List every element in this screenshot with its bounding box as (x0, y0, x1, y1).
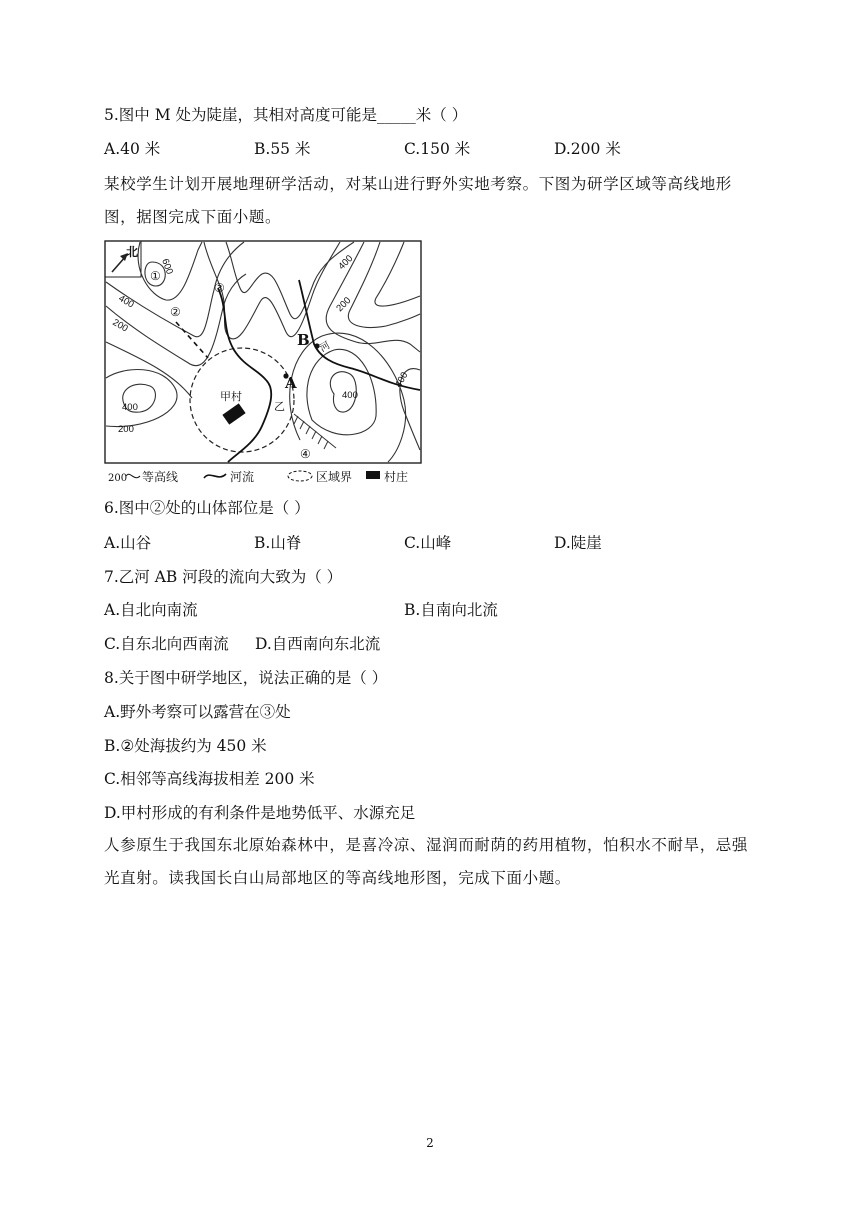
river-name-label: 乙 (274, 400, 285, 413)
q6-option-a: A.山谷 (104, 534, 152, 552)
legend-region-icon (288, 471, 312, 481)
q5-option-d: D.200 米 (554, 140, 621, 158)
river-main (218, 288, 271, 462)
contour-label-400-west: 400 (116, 293, 136, 311)
legend-village-text: 村庄 (384, 470, 409, 484)
point-4-label: ④ (300, 447, 311, 461)
marker-b-label: B (297, 331, 310, 349)
legend-contour-sample: 200 (108, 473, 128, 484)
q7-option-a: A.自北向南流 (104, 601, 198, 619)
q7-option-c: C.自东北向西南流 (104, 635, 229, 653)
q8-stem: 8.关于图中研学地区，说法正确的是（ ） (104, 669, 388, 687)
village-label: 甲村 (220, 390, 242, 403)
q5-option-b: B.55 米 (254, 140, 311, 158)
map-legend (108, 469, 408, 484)
q6-option-d: D.陡崖 (554, 534, 602, 552)
q7-stem: 7.乙河 AB 河段的流向大致为（ ） (104, 568, 343, 586)
contour-label-600: 600 (159, 257, 175, 276)
legend-region-text: 区域界 (316, 470, 353, 484)
contour-label-400-ne: 400 (336, 253, 356, 273)
q6-stem: 6.图中②处的山体部位是（ ） (104, 499, 310, 517)
q5-option-c: C.150 米 (404, 140, 471, 158)
page-number: 2 (426, 1136, 434, 1150)
contour-map-figure (104, 240, 422, 485)
q8-option-d: D.甲村形成的有利条件是地势低平、水源充足 (104, 804, 416, 822)
marker-a-label: A (285, 374, 297, 392)
intro-paragraph-2: 人参原生于我国东北原始森林中，是喜冷凉、湿润而耐荫的药用植物，怕积水不耐旱，忌强光直射。读我国长白山局部地区的等高线地形图，完成下面小题。 (104, 836, 749, 887)
contour-label-400-loop-east: 400 (342, 390, 358, 401)
q7-option-d: D.自西南向东北流 (255, 635, 381, 653)
river-label: 河 (318, 340, 333, 355)
q8-option-c: C.相邻等高线海拔相差 200 米 (104, 770, 315, 788)
legend-river-text: 河流 (230, 470, 255, 484)
q8-option-b: B.②处海拔约为 450 米 (104, 737, 267, 755)
contour-label-200-sw: 200 (118, 424, 134, 435)
contour-west-5 (106, 369, 177, 426)
village-icon (222, 403, 245, 424)
point-2-label: ② (170, 305, 181, 319)
contour-label-200-ne: 200 (334, 295, 354, 315)
intro-paragraph-1: 某校学生计划开展地理研学活动，对某山进行野外实地考察。下图为研学区域等高线地形图，据图完成下面小题。 (104, 175, 732, 226)
q6-option-b: B.山脊 (254, 534, 302, 552)
contour-label-400-east: 400 (393, 370, 411, 390)
q8-option-a: A.野外考察可以露营在③处 (104, 703, 291, 721)
legend-contour-icon (126, 474, 140, 477)
contour-label-400-loop: 400 (122, 402, 138, 413)
legend-river-icon (204, 474, 226, 478)
q5-option-a: A.40 米 (104, 140, 161, 158)
ridge-dashed-line (176, 322, 208, 358)
contour-east-3 (375, 242, 420, 306)
contour-east-1 (326, 242, 420, 352)
contour-label-200-west: 200 (110, 317, 130, 335)
q5-stem: 5.图中 M 处为陡崖，其相对高度可能是_____米（ ） (104, 106, 468, 124)
q6-option-c: C.山峰 (404, 534, 452, 552)
legend-contour-text: 等高线 (142, 470, 179, 484)
point-1-label: ① (150, 269, 161, 283)
north-label: 北 (126, 245, 139, 259)
point-3-label: ③ (214, 281, 225, 295)
legend-village-icon (366, 471, 380, 479)
q7-option-b: B.自南向北流 (404, 601, 498, 619)
